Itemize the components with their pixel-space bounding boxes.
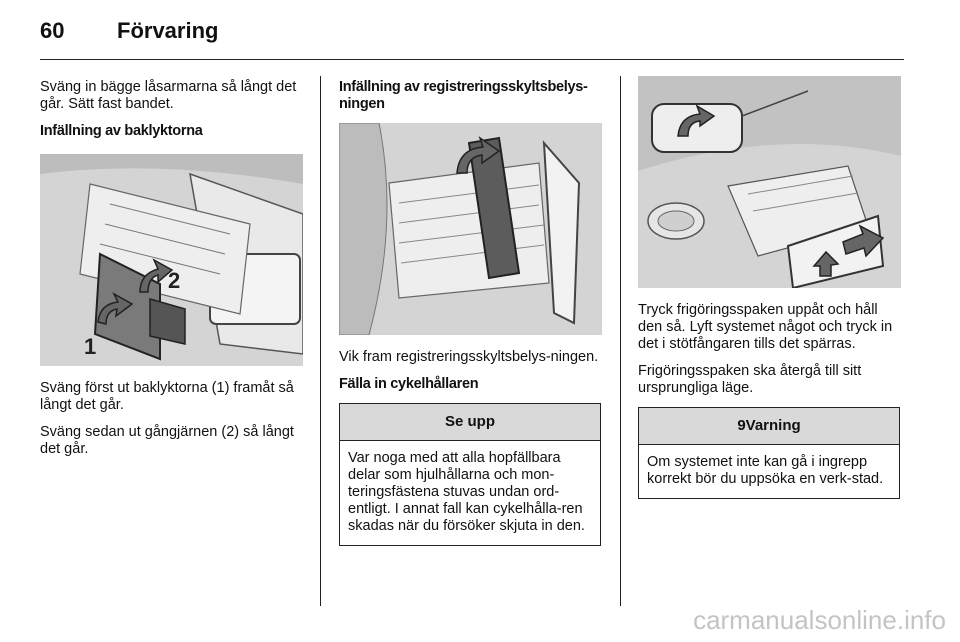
caution-box [339, 403, 601, 546]
section-heading-fold-carrier: Fälla in cykelhållaren [339, 376, 479, 392]
column-3 [638, 76, 902, 499]
column-2 [339, 79, 603, 546]
taillight-illustration [40, 154, 303, 366]
column-divider-1 [320, 76, 321, 606]
column-divider-2 [620, 76, 621, 606]
lever-return-text: Frigöringsspaken ska återgå till sitt ursprungliga läge. [638, 363, 862, 396]
watermark: carmanualsonline.info [693, 605, 946, 635]
warning-icon: 9 [737, 417, 746, 434]
intro-text: Sväng in bägge låsarmarna så långt det går. Sätt fast bandet. [40, 79, 297, 112]
section-heading-plate-light: Infällning av registreringsskyltsbelys-ningen [339, 79, 588, 112]
plate-light-step: Vik fram registreringsskyltsbelys-ningen. [339, 349, 599, 365]
caution-text: Var noga med att alla hopfällbara delar som hjulhållarna och mon-teringsfästena stuvas undan ord-entligt. I annat fall kan cykelhålla-ren skadas när du försöker skjuta in den. [348, 450, 585, 534]
carrier-insert-figure [638, 76, 901, 288]
plate-light-figure [339, 123, 602, 335]
page-title: Förvaring [117, 18, 219, 43]
section-heading-taillights: Infällning av baklyktorna [40, 123, 203, 139]
page-number: 60 [40, 18, 65, 43]
warning-title-label: Varning [745, 417, 801, 434]
warning-text: Om systemet inte kan gå i ingrepp korrekt bör du uppsöka en verk-stad. [647, 454, 884, 487]
taillight-step-1: Sväng först ut baklyktorna (1) framåt så långt det går. [40, 380, 294, 413]
taillight-figure [40, 154, 303, 366]
column-1 [40, 79, 304, 468]
caution-title: Se upp [340, 404, 600, 441]
warning-box [638, 407, 900, 499]
figure-label-2: 2 [168, 268, 181, 293]
insert-step: Tryck frigöringsspaken uppåt och håll den så. Lyft systemet något och tryck in det i stötfångaren tills det spärras. [638, 302, 893, 352]
figure-label-1: 1 [84, 334, 97, 359]
header-rule [40, 59, 904, 60]
warning-title [639, 408, 899, 445]
taillight-step-2: Sväng sedan ut gångjärnen (2) så långt det går. [40, 424, 294, 457]
plate-light-illustration [339, 123, 602, 335]
carrier-insert-illustration [638, 76, 901, 288]
